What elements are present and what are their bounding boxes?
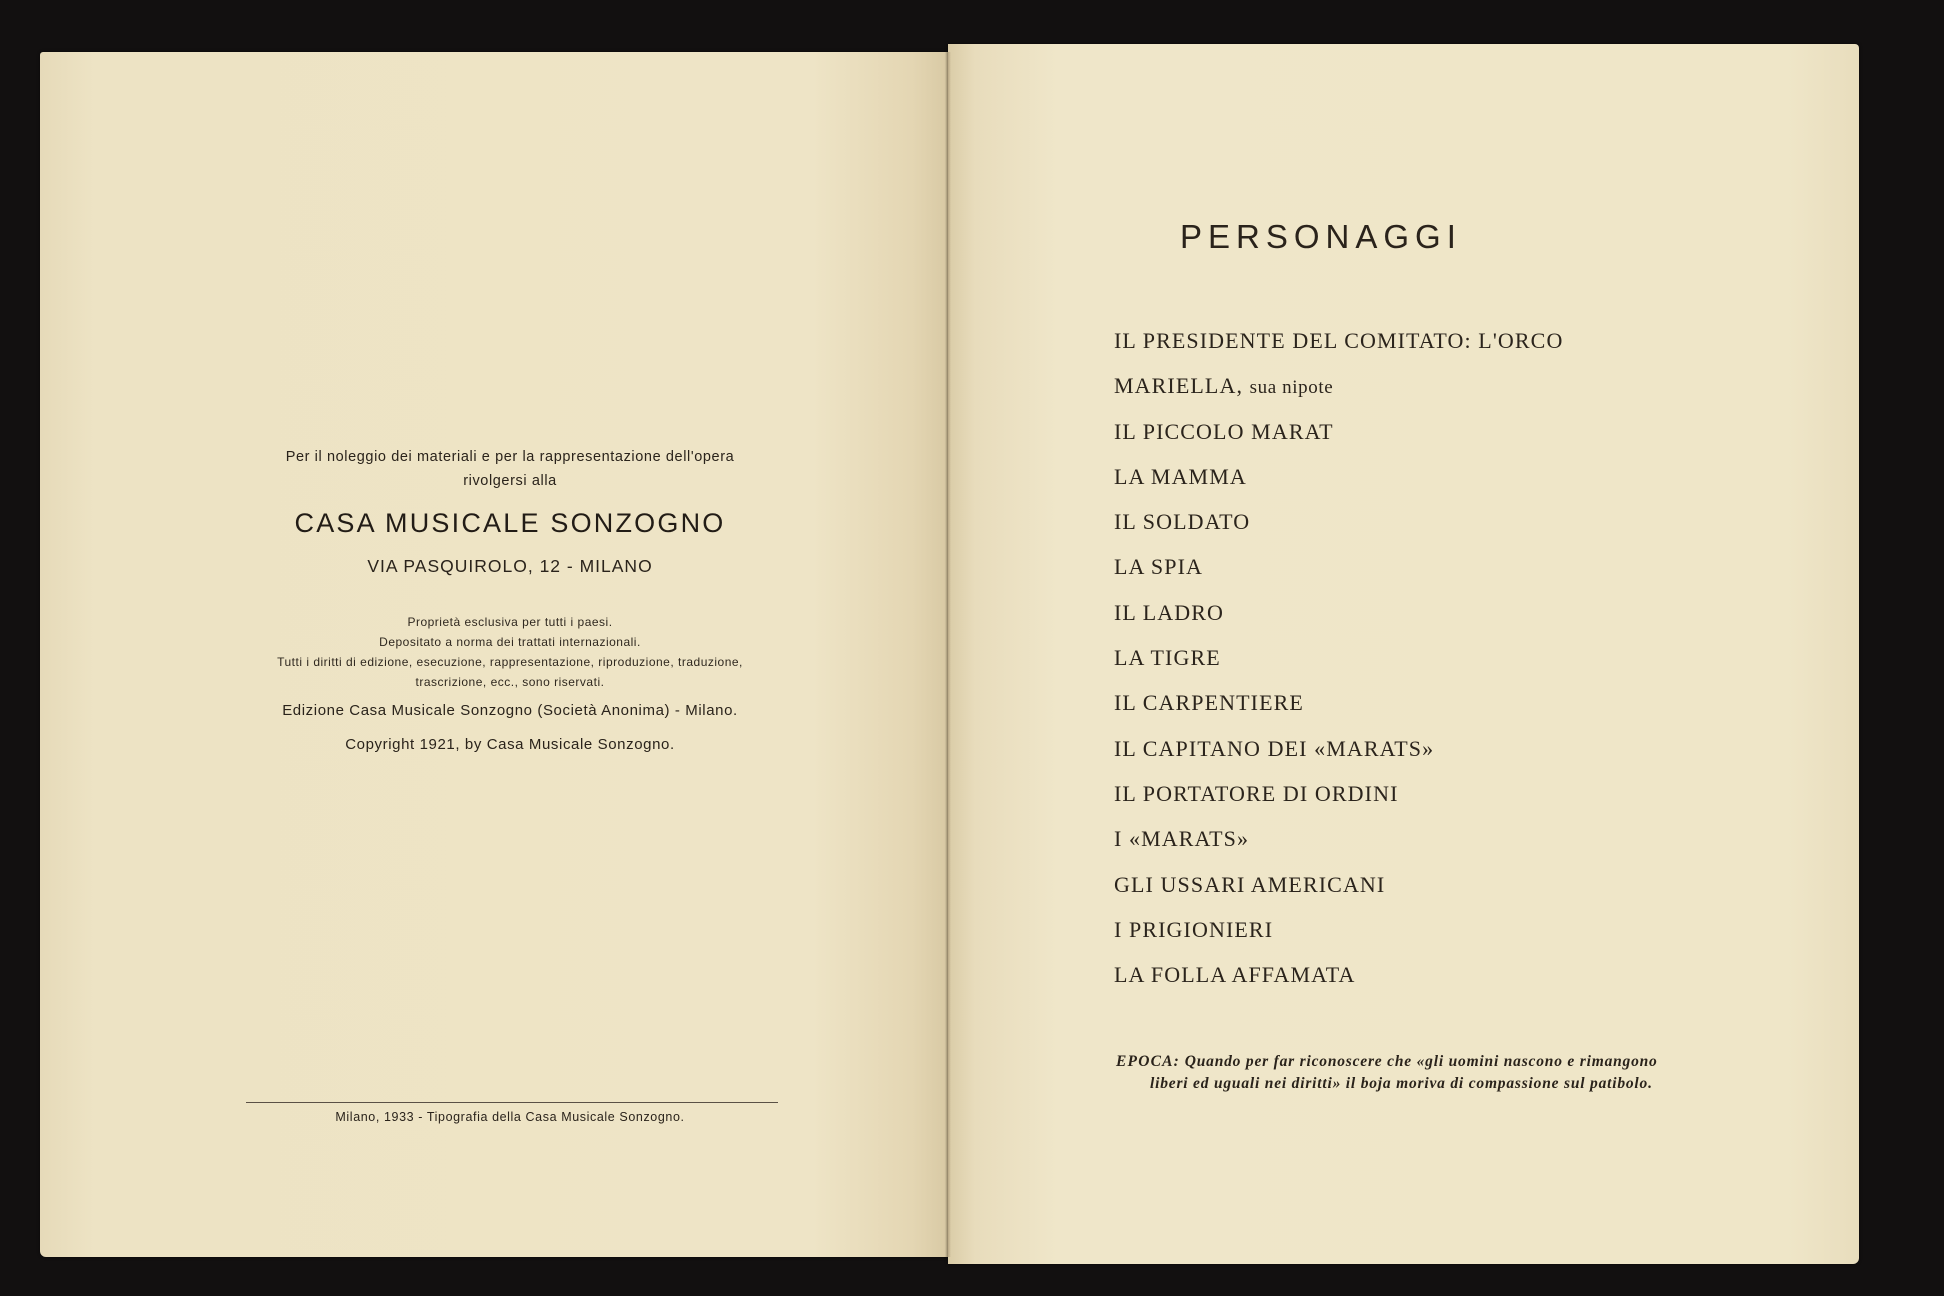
character-name: LA MAMMA [1114, 463, 1247, 489]
rights-line: Proprietà esclusiva per tutti i paesi. [407, 615, 613, 629]
rights-notice [180, 612, 840, 692]
rights-line: trascrizione, ecc., sono riservati. [415, 675, 605, 689]
character-role: sua nipote [1249, 377, 1334, 399]
cast-item [1114, 730, 1563, 775]
cast-item [1114, 367, 1563, 412]
cast-item [1114, 548, 1563, 593]
cast-item [1114, 956, 1563, 1001]
cast-item [1114, 820, 1563, 865]
cast-item [1114, 911, 1563, 956]
character-name: IL LADRO [1114, 599, 1225, 625]
cast-item [1114, 684, 1563, 729]
cast-item [1114, 639, 1563, 684]
character-name: IL CAPITANO DEI «MARATS» [1114, 735, 1435, 761]
era-note [1116, 1051, 1690, 1095]
character-name: LA TIGRE [1114, 645, 1221, 671]
rental-notice-line: Per il noleggio dei materiali e per la rappresentazione dell'opera [285, 449, 735, 465]
rental-notice [180, 445, 840, 493]
character-name: IL PICCOLO MARAT [1114, 418, 1334, 444]
publisher-address: VIA PASQUIROLO, 12 - MILANO [367, 556, 653, 576]
rental-notice-line: rivolgersi alla [463, 473, 557, 489]
imprint-divider [246, 1102, 778, 1103]
character-name: IL CARPENTIERE [1114, 690, 1304, 716]
character-name: LA SPIA [1114, 554, 1203, 580]
character-name: IL SOLDATO [1114, 509, 1251, 535]
character-name: I PRIGIONIERI [1114, 916, 1274, 942]
rights-line: Depositato a norma dei trattati internazionali. [379, 635, 641, 649]
cast-item [1114, 413, 1563, 458]
copyright-line: Copyright 1921, by Casa Musicale Sonzogno. [345, 736, 675, 753]
rights-line: Tutti i diritti di edizione, esecuzione, rappresentazione, riproduzione, traduzione, [277, 655, 743, 669]
cast-item [1114, 503, 1563, 548]
cast-item [1114, 775, 1563, 820]
cast-item [1114, 322, 1563, 367]
era-text: Quando per far riconoscere che «gli uomini nascono e rimangono liberi ed uguali nei diritti» il boja moriva di compassione sul patibolo. [1150, 1053, 1658, 1092]
character-name: MARIELLA, [1114, 373, 1244, 399]
printer-imprint: Milano, 1933 - Tipografia della Casa Musicale Sonzogno. [335, 1110, 685, 1124]
cast-item [1114, 866, 1563, 911]
edition-line: Edizione Casa Musicale Sonzogno (Società Anonima) - Milano. [282, 702, 738, 719]
character-name: LA FOLLA AFFAMATA [1114, 962, 1356, 988]
era-label: EPOCA: [1116, 1053, 1181, 1070]
book-gutter [945, 52, 951, 1257]
cast-item [1114, 594, 1563, 639]
character-name: IL PORTATORE DI ORDINI [1114, 780, 1399, 806]
publisher-name: CASA MUSICALE SONZOGNO [294, 508, 726, 538]
character-name: I «MARATS» [1114, 826, 1250, 852]
character-name: IL PRESIDENTE DEL COMITATO: L'ORCO [1114, 328, 1564, 353]
cast-list [1114, 322, 1563, 1001]
cast-item [1114, 458, 1563, 503]
character-name: GLI USSARI AMERICANI [1114, 871, 1386, 897]
cast-title: PERSONAGGI [1180, 218, 1462, 255]
